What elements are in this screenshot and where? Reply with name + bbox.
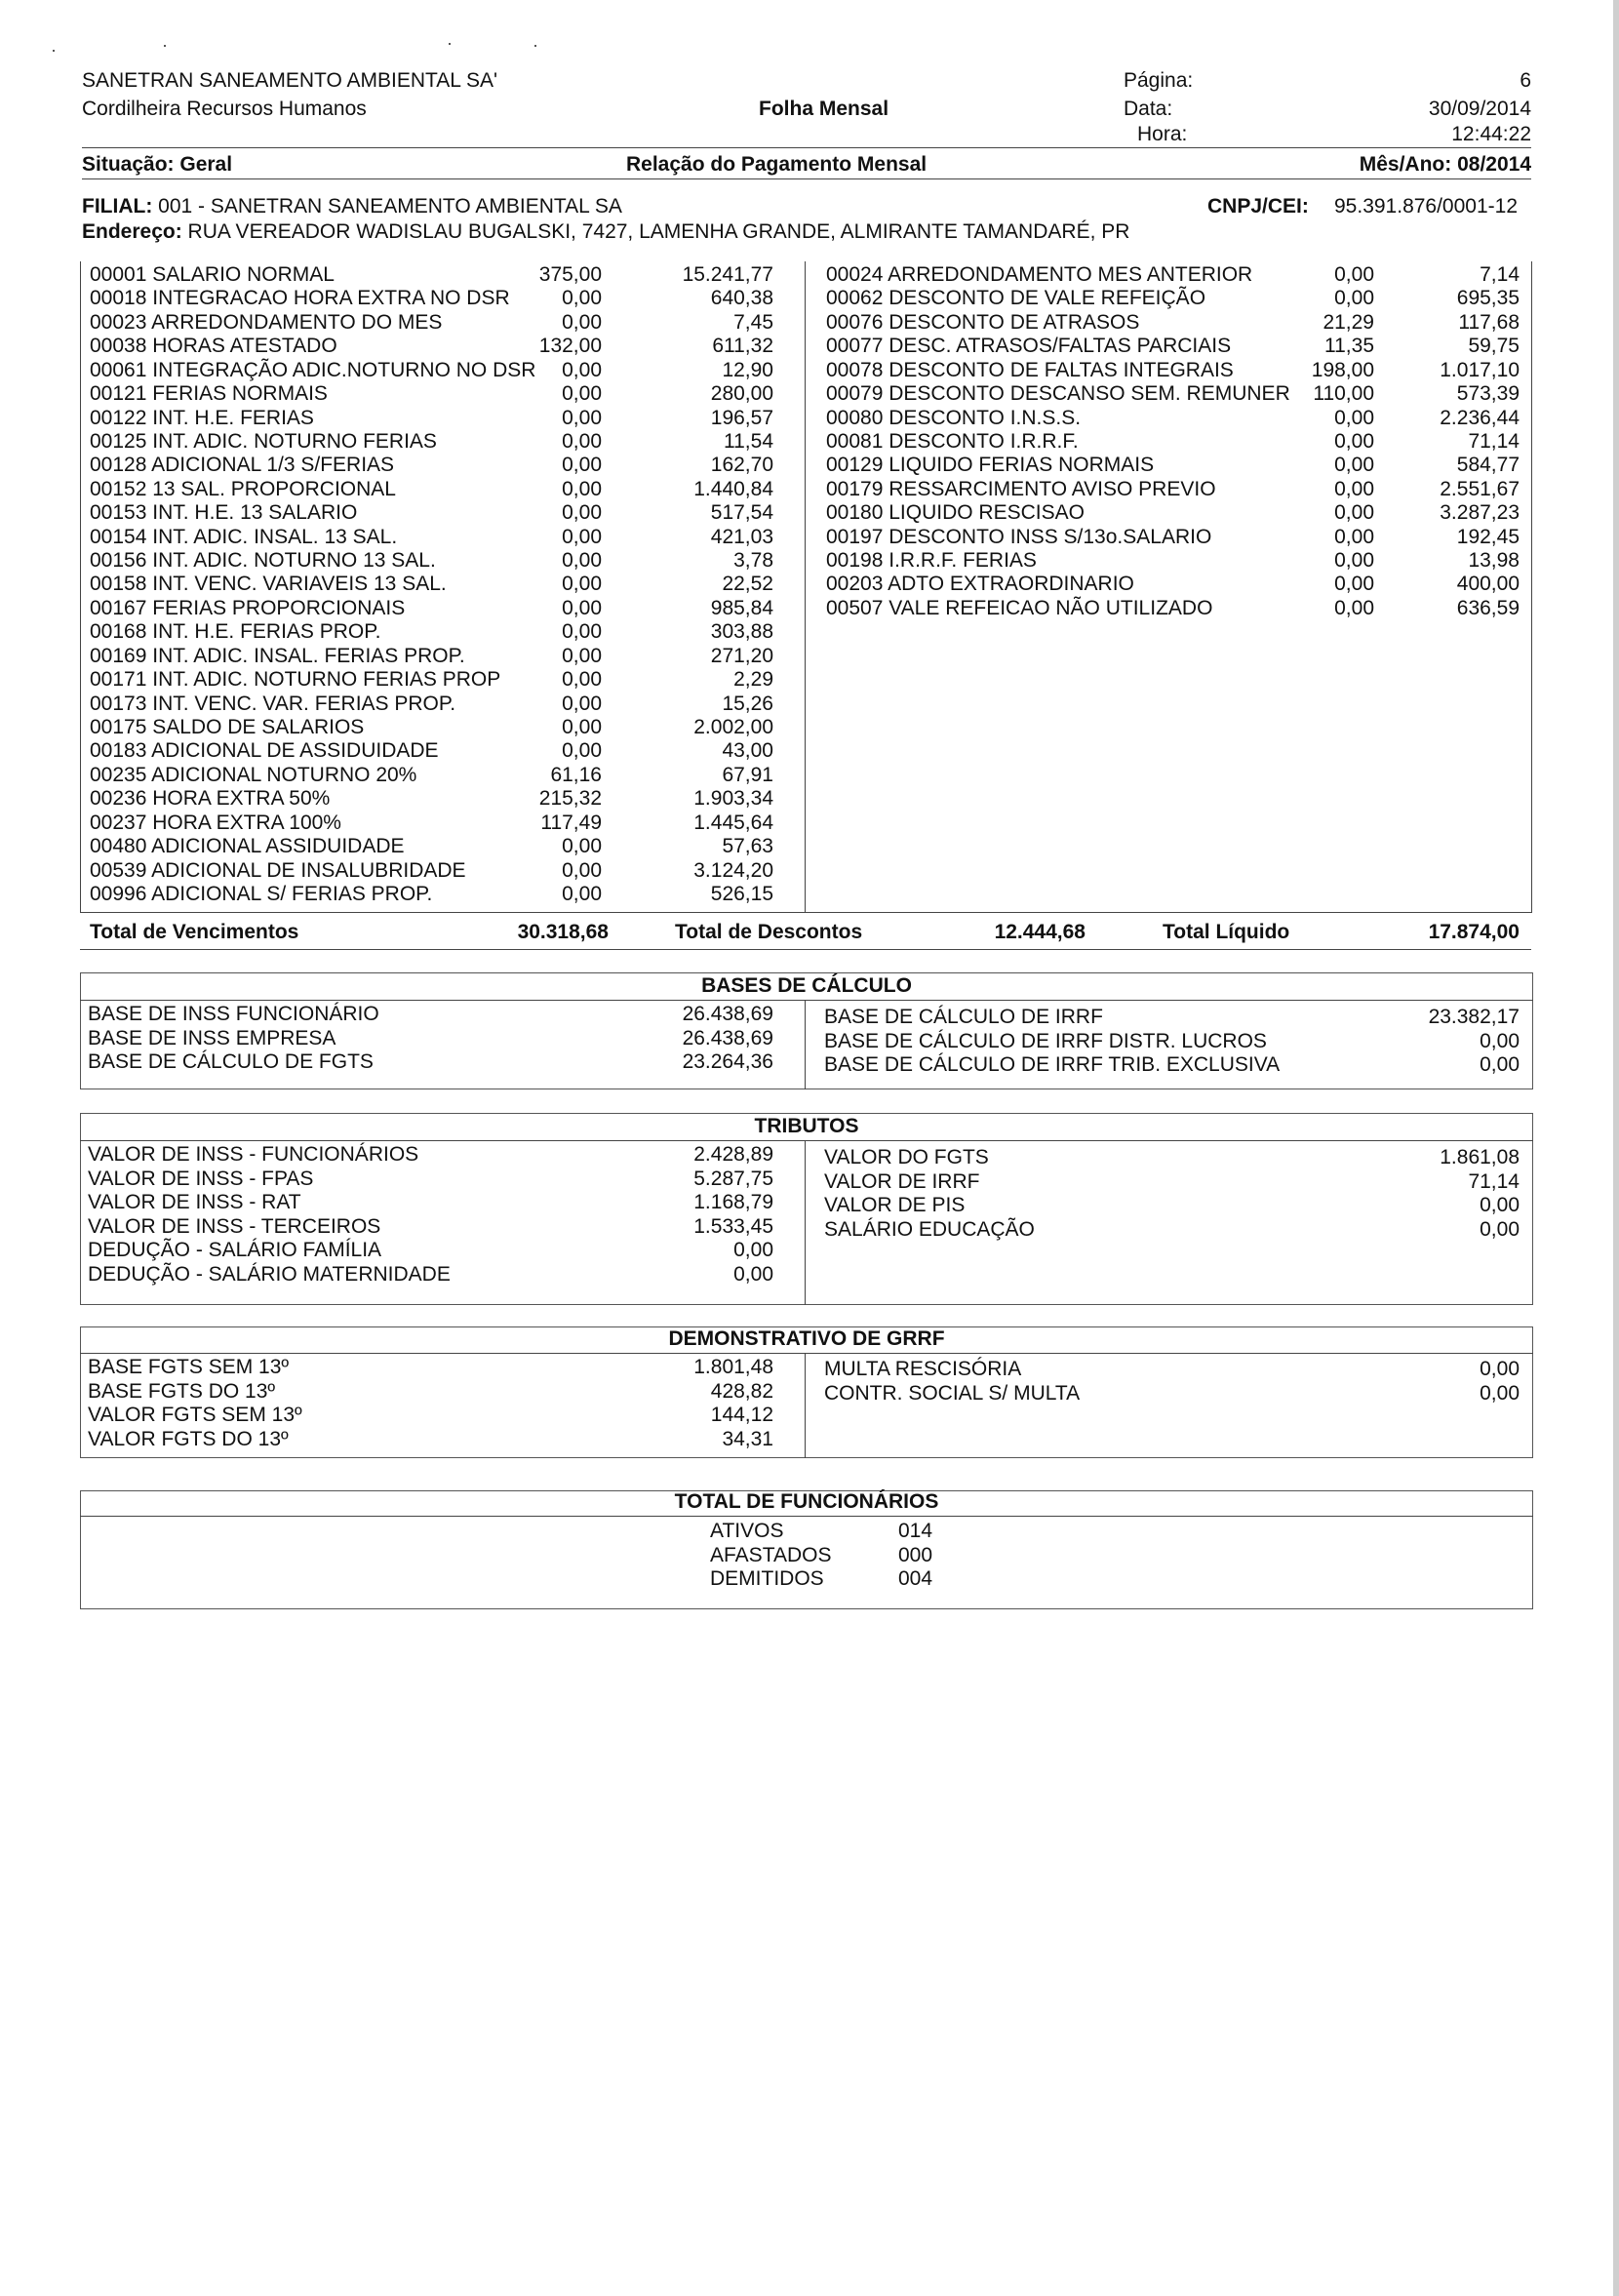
row-description: 00173 INT. VENC. VAR. FERIAS PROP. bbox=[90, 692, 456, 715]
list-item bbox=[824, 1053, 1520, 1078]
bases-divider bbox=[805, 1000, 806, 1089]
table-row bbox=[826, 359, 1520, 383]
row-value: 640,38 bbox=[710, 287, 773, 310]
row-value: 192,45 bbox=[1456, 525, 1520, 548]
item-label: VALOR FGTS DO 13º bbox=[88, 1427, 289, 1450]
total-descontos-value: 12.444,68 bbox=[994, 921, 1086, 943]
list-item bbox=[824, 1170, 1520, 1195]
table-row bbox=[90, 549, 773, 574]
row-description: 00152 13 SAL. PROPORCIONAL bbox=[90, 477, 396, 500]
table-row bbox=[826, 287, 1520, 311]
item-value: 71,14 bbox=[1468, 1169, 1520, 1193]
row-reference: 0,00 bbox=[1334, 596, 1374, 619]
table-row bbox=[90, 764, 773, 788]
table-row bbox=[90, 382, 773, 407]
item-label: BASE FGTS SEM 13º bbox=[88, 1356, 290, 1378]
table-row bbox=[826, 407, 1520, 431]
item-value: 0,00 bbox=[1480, 1053, 1520, 1076]
item-label: SALÁRIO EDUCAÇÃO bbox=[824, 1217, 1035, 1241]
row-reference: 0,00 bbox=[562, 715, 602, 738]
row-description: 00480 ADICIONAL ASSIDUIDADE bbox=[90, 835, 405, 858]
row-description: 00175 SALDO DE SALARIOS bbox=[90, 715, 365, 738]
item-label: VALOR DE INSS - RAT bbox=[88, 1191, 301, 1213]
row-value: 1.440,84 bbox=[693, 477, 773, 500]
row-reference: 132,00 bbox=[538, 335, 602, 358]
totals-bottom-line bbox=[80, 949, 1531, 950]
report-subtitle: Relação do Pagamento Mensal bbox=[626, 153, 928, 176]
row-description: 00168 INT. H.E. FERIAS PROP. bbox=[90, 620, 381, 644]
row-reference: 11,35 bbox=[1324, 335, 1374, 358]
row-description: 00081 DESCONTO I.R.R.F. bbox=[826, 429, 1079, 453]
item-value: 1.861,08 bbox=[1440, 1146, 1520, 1168]
header-divider-top bbox=[82, 147, 1531, 148]
row-reference: 0,00 bbox=[562, 525, 602, 548]
row-description: 00121 FERIAS NORMAIS bbox=[90, 382, 328, 406]
item-value: 26.438,69 bbox=[682, 1026, 773, 1049]
table-row bbox=[826, 501, 1520, 526]
item-value: 1.801,48 bbox=[693, 1356, 773, 1378]
row-description: 00171 INT. ADIC. NOTURNO FERIAS PROP bbox=[90, 668, 501, 692]
item-value: 5.287,75 bbox=[693, 1167, 773, 1190]
row-reference: 0,00 bbox=[562, 454, 602, 477]
row-value: 303,88 bbox=[710, 620, 773, 644]
row-description: 00237 HORA EXTRA 100% bbox=[90, 811, 341, 834]
item-value: 1.533,45 bbox=[693, 1214, 773, 1238]
department-name: Cordilheira Recursos Humanos bbox=[82, 98, 367, 120]
date-label: Data: bbox=[1124, 98, 1173, 120]
total-vencimentos-value: 30.318,68 bbox=[517, 921, 609, 943]
row-reference: 375,00 bbox=[538, 263, 602, 286]
row-value: 3.124,20 bbox=[693, 858, 773, 882]
row-reference: 0,00 bbox=[562, 573, 602, 596]
mes-ano: Mês/Ano: 08/2014 bbox=[1359, 153, 1531, 176]
row-reference: 0,00 bbox=[562, 429, 602, 453]
list-item bbox=[88, 1027, 773, 1051]
item-label: BASE DE CÁLCULO DE FGTS bbox=[88, 1050, 374, 1073]
row-value: 280,00 bbox=[710, 382, 773, 406]
item-value: 2.428,89 bbox=[693, 1143, 773, 1166]
list-item bbox=[88, 1380, 773, 1405]
row-value: 2.551,67 bbox=[1440, 477, 1520, 500]
row-value: 1.903,34 bbox=[693, 787, 773, 811]
cnpj-label: CNPJ/CEI: bbox=[1207, 195, 1309, 218]
item-value: 23.264,36 bbox=[682, 1050, 773, 1073]
item-value: 428,82 bbox=[710, 1379, 773, 1403]
row-description: 00198 I.R.R.F. FERIAS bbox=[826, 549, 1037, 573]
total-descontos-label: Total de Descontos bbox=[675, 921, 863, 943]
row-description: 00078 DESCONTO DE FALTAS INTEGRAIS bbox=[826, 358, 1234, 381]
row-description: 00129 LIQUIDO FERIAS NORMAIS bbox=[826, 454, 1155, 477]
item-value: 0,00 bbox=[1480, 1381, 1520, 1405]
row-value: 636,59 bbox=[1456, 596, 1520, 619]
row-reference: 215,32 bbox=[538, 787, 602, 811]
item-value: 0,00 bbox=[1480, 1358, 1520, 1380]
cnpj-value: 95.391.876/0001-12 bbox=[1334, 195, 1519, 218]
item-value: 34,31 bbox=[722, 1427, 773, 1450]
table-row bbox=[90, 739, 773, 764]
row-description: 00158 INT. VENC. VARIAVEIS 13 SAL. bbox=[90, 573, 447, 596]
table-row bbox=[826, 526, 1520, 550]
row-description: 00996 ADICIONAL S/ FERIAS PROP. bbox=[90, 882, 433, 905]
item-label: BASE DE CÁLCULO DE IRRF DISTR. LUCROS bbox=[824, 1029, 1267, 1052]
scan-speck bbox=[53, 50, 55, 52]
row-description: 00236 HORA EXTRA 50% bbox=[90, 787, 331, 811]
row-description: 00169 INT. ADIC. INSAL. FERIAS PROP. bbox=[90, 644, 465, 667]
funcionarios-title: TOTAL DE FUNCIONÁRIOS bbox=[674, 1490, 939, 1513]
item-label: BASE DE INSS FUNCIONÁRIO bbox=[88, 1003, 379, 1025]
table-row bbox=[90, 620, 773, 645]
row-description: 00079 DESCONTO DESCANSO SEM. REMUNER bbox=[826, 382, 1290, 406]
time-value: 12:44:22 bbox=[1451, 123, 1531, 145]
row-reference: 117,49 bbox=[540, 811, 602, 834]
row-reference: 0,00 bbox=[1334, 406, 1374, 429]
date-value: 30/09/2014 bbox=[1428, 98, 1531, 120]
total-vencimentos-label: Total de Vencimentos bbox=[90, 921, 299, 943]
item-label: MULTA RESCISÓRIA bbox=[824, 1358, 1022, 1380]
table-left-border bbox=[80, 261, 81, 913]
item-value: 0,00 bbox=[1480, 1217, 1520, 1241]
row-value: 117,68 bbox=[1458, 310, 1520, 334]
row-value: 2,29 bbox=[733, 668, 773, 692]
row-reference: 0,00 bbox=[562, 835, 602, 858]
table-row bbox=[826, 454, 1520, 478]
row-value: 2.236,44 bbox=[1440, 406, 1520, 429]
row-value: 271,20 bbox=[710, 644, 773, 667]
item-label: VALOR FGTS SEM 13º bbox=[88, 1404, 302, 1426]
endereco-label: Endereço: bbox=[82, 220, 182, 243]
row-reference: 0,00 bbox=[562, 668, 602, 692]
item-label: BASE DE CÁLCULO DE IRRF bbox=[824, 1006, 1103, 1028]
item-label: DEDUÇÃO - SALÁRIO MATERNIDADE bbox=[88, 1262, 451, 1286]
tributos-title-line bbox=[80, 1140, 1533, 1141]
item-value: 014 bbox=[898, 1520, 933, 1542]
row-value: 196,57 bbox=[710, 406, 773, 429]
page-label: Página: bbox=[1124, 69, 1194, 92]
item-value: 26.438,69 bbox=[682, 1003, 773, 1025]
list-item bbox=[824, 1146, 1520, 1170]
table-row bbox=[90, 812, 773, 836]
total-liquido-label: Total Líquido bbox=[1163, 921, 1290, 943]
grrf-title-line bbox=[80, 1353, 1533, 1354]
row-reference: 0,00 bbox=[562, 858, 602, 882]
tributos-title: TRIBUTOS bbox=[754, 1115, 859, 1137]
row-value: 43,00 bbox=[722, 739, 773, 763]
filial-value: 001 - SANETRAN SANEAMENTO AMBIENTAL SA bbox=[158, 195, 622, 218]
table-row bbox=[90, 859, 773, 884]
row-reference: 0,00 bbox=[562, 644, 602, 667]
list-item bbox=[710, 1520, 944, 1544]
row-reference: 0,00 bbox=[1334, 501, 1374, 525]
row-description: 00539 ADICIONAL DE INSALUBRIDADE bbox=[90, 858, 466, 882]
row-value: 22,52 bbox=[722, 573, 773, 596]
endereco-value: RUA VEREADOR WADISLAU BUGALSKI, 7427, LAMENHA GRANDE, ALMIRANTE TAMANDARÉ, PR bbox=[187, 220, 1130, 243]
row-value: 1.017,10 bbox=[1440, 358, 1520, 381]
row-reference: 110,00 bbox=[1313, 382, 1374, 406]
row-description: 00197 DESCONTO INSS S/13o.SALARIO bbox=[826, 525, 1212, 548]
row-description: 00018 INTEGRACAO HORA EXTRA NO DSR bbox=[90, 287, 510, 310]
table-row bbox=[90, 693, 773, 717]
table-row bbox=[826, 573, 1520, 597]
row-reference: 0,00 bbox=[562, 310, 602, 334]
table-row bbox=[90, 573, 773, 597]
table-row bbox=[90, 883, 773, 907]
row-value: 3.287,23 bbox=[1440, 501, 1520, 525]
row-description: 00180 LIQUIDO RESCISAO bbox=[826, 501, 1085, 525]
row-reference: 0,00 bbox=[562, 501, 602, 525]
row-value: 400,00 bbox=[1456, 573, 1520, 596]
list-item bbox=[824, 1006, 1520, 1030]
company-name: SANETRAN SANEAMENTO AMBIENTAL SA' bbox=[82, 69, 498, 92]
row-reference: 0,00 bbox=[562, 358, 602, 381]
tributos-divider bbox=[805, 1140, 806, 1305]
list-item bbox=[88, 1215, 773, 1240]
table-row bbox=[90, 787, 773, 812]
table-row bbox=[826, 478, 1520, 502]
row-description: 00183 ADICIONAL DE ASSIDUIDADE bbox=[90, 739, 439, 763]
row-reference: 0,00 bbox=[562, 882, 602, 905]
row-value: 71,14 bbox=[1468, 429, 1520, 453]
table-row bbox=[90, 454, 773, 478]
item-label: BASE DE CÁLCULO DE IRRF TRIB. EXCLUSIVA bbox=[824, 1053, 1281, 1076]
filial-line bbox=[82, 195, 622, 218]
table-row bbox=[826, 311, 1520, 336]
list-item bbox=[824, 1194, 1520, 1218]
row-reference: 0,00 bbox=[1334, 263, 1374, 286]
row-value: 526,15 bbox=[710, 882, 773, 905]
table-row bbox=[90, 335, 773, 359]
row-description: 00128 ADICIONAL 1/3 S/FERIAS bbox=[90, 454, 395, 477]
row-value: 67,91 bbox=[722, 763, 773, 786]
row-value: 12,90 bbox=[722, 358, 773, 381]
row-value: 611,32 bbox=[712, 335, 773, 358]
row-reference: 0,00 bbox=[1334, 573, 1374, 596]
row-description: 00179 RESSARCIMENTO AVISO PREVIO bbox=[826, 477, 1216, 500]
table-row bbox=[90, 407, 773, 431]
scan-speck bbox=[449, 43, 451, 45]
row-description: 00154 INT. ADIC. INSAL. 13 SAL. bbox=[90, 525, 398, 548]
row-value: 13,98 bbox=[1468, 549, 1520, 573]
table-row bbox=[826, 382, 1520, 407]
row-description: 00235 ADICIONAL NOTURNO 20% bbox=[90, 763, 417, 786]
list-item bbox=[88, 1356, 773, 1380]
table-row bbox=[90, 645, 773, 669]
item-value: 144,12 bbox=[710, 1404, 773, 1426]
table-row bbox=[90, 716, 773, 740]
table-row bbox=[90, 526, 773, 550]
item-label: AFASTADOS bbox=[710, 1543, 832, 1566]
item-value: 0,00 bbox=[1480, 1194, 1520, 1216]
row-description: 00153 INT. H.E. 13 SALARIO bbox=[90, 501, 358, 525]
item-value: 23.382,17 bbox=[1428, 1006, 1520, 1028]
item-label: VALOR DE INSS - FUNCIONÁRIOS bbox=[88, 1143, 419, 1166]
row-value: 985,84 bbox=[710, 596, 773, 619]
row-reference: 0,00 bbox=[562, 739, 602, 763]
bases-title: BASES DE CÁLCULO bbox=[701, 974, 912, 997]
item-label: VALOR DE INSS - TERCEIROS bbox=[88, 1214, 381, 1238]
row-reference: 0,00 bbox=[1334, 429, 1374, 453]
table-row bbox=[826, 597, 1520, 621]
table-row bbox=[90, 501, 773, 526]
row-reference: 0,00 bbox=[1334, 525, 1374, 548]
row-value: 59,75 bbox=[1468, 335, 1520, 358]
table-row bbox=[90, 311, 773, 336]
situacao: Situação: Geral bbox=[82, 153, 233, 176]
endereco-line bbox=[82, 220, 1129, 244]
list-item bbox=[824, 1358, 1520, 1382]
row-reference: 0,00 bbox=[562, 287, 602, 310]
row-description: 00062 DESCONTO DE VALE REFEIÇÃO bbox=[826, 287, 1206, 310]
row-description: 00122 INT. H.E. FERIAS bbox=[90, 406, 314, 429]
row-value: 421,03 bbox=[710, 525, 773, 548]
row-description: 00038 HORAS ATESTADO bbox=[90, 335, 337, 358]
header-divider-bottom bbox=[82, 178, 1531, 179]
table-row bbox=[90, 668, 773, 693]
table-row bbox=[826, 263, 1520, 288]
list-item bbox=[88, 1050, 773, 1075]
list-item bbox=[88, 1404, 773, 1428]
row-reference: 0,00 bbox=[562, 382, 602, 406]
row-value: 7,14 bbox=[1480, 263, 1520, 286]
row-value: 162,70 bbox=[710, 454, 773, 477]
row-value: 15,26 bbox=[722, 692, 773, 715]
row-reference: 21,29 bbox=[1323, 310, 1374, 334]
item-value: 004 bbox=[898, 1567, 933, 1590]
list-item bbox=[824, 1218, 1520, 1243]
table-right-border bbox=[1531, 261, 1532, 913]
table-row bbox=[90, 597, 773, 621]
row-description: 00125 INT. ADIC. NOTURNO FERIAS bbox=[90, 429, 437, 453]
table-row bbox=[90, 359, 773, 383]
row-description: 00024 ARREDONDAMENTO MES ANTERIOR bbox=[826, 263, 1253, 286]
item-label: CONTR. SOCIAL S/ MULTA bbox=[824, 1381, 1081, 1405]
list-item bbox=[710, 1544, 944, 1568]
row-value: 2.002,00 bbox=[693, 715, 773, 738]
item-label: DEMITIDOS bbox=[710, 1567, 824, 1590]
list-item bbox=[88, 1263, 773, 1287]
bases-title-line bbox=[80, 1000, 1533, 1001]
funcionarios-title-line bbox=[80, 1516, 1533, 1517]
row-reference: 0,00 bbox=[1334, 549, 1374, 573]
table-middle-border bbox=[805, 261, 806, 913]
item-label: VALOR DE INSS - FPAS bbox=[88, 1167, 314, 1190]
row-value: 517,54 bbox=[710, 501, 773, 525]
table-row bbox=[90, 263, 773, 288]
table-row bbox=[826, 549, 1520, 574]
row-reference: 0,00 bbox=[1334, 454, 1374, 477]
filial-label: FILIAL: bbox=[82, 195, 153, 218]
table-row bbox=[826, 430, 1520, 455]
row-reference: 0,00 bbox=[562, 406, 602, 429]
row-description: 00077 DESC. ATRASOS/FALTAS PARCIAIS bbox=[826, 335, 1232, 358]
row-description: 00080 DESCONTO I.N.S.S. bbox=[826, 406, 1082, 429]
list-item bbox=[710, 1567, 944, 1592]
item-value: 0,00 bbox=[1480, 1029, 1520, 1052]
item-value: 0,00 bbox=[733, 1239, 773, 1261]
row-description: 00001 SALARIO NORMAL bbox=[90, 263, 335, 286]
row-value: 11,54 bbox=[724, 429, 773, 453]
item-label: DEDUÇÃO - SALÁRIO FAMÍLIA bbox=[88, 1239, 382, 1261]
row-reference: 0,00 bbox=[562, 620, 602, 644]
scan-speck bbox=[164, 45, 166, 47]
report-title: Folha Mensal bbox=[759, 98, 889, 120]
table-row bbox=[90, 835, 773, 859]
scan-edge bbox=[1613, 0, 1619, 2296]
row-reference: 61,16 bbox=[550, 763, 602, 786]
row-reference: 198,00 bbox=[1311, 358, 1374, 381]
scan-speck bbox=[534, 45, 536, 47]
item-value: 000 bbox=[898, 1543, 933, 1566]
row-value: 573,39 bbox=[1456, 382, 1520, 406]
row-description: 00167 FERIAS PROPORCIONAIS bbox=[90, 596, 406, 619]
item-label: VALOR DE PIS bbox=[824, 1194, 966, 1216]
grrf-title: DEMONSTRATIVO DE GRRF bbox=[668, 1327, 945, 1350]
row-description: 00507 VALE REFEICAO NÃO UTILIZADO bbox=[826, 596, 1213, 619]
item-value: 1.168,79 bbox=[693, 1191, 773, 1213]
row-description: 00076 DESCONTO DE ATRASOS bbox=[826, 310, 1140, 334]
item-label: BASE FGTS DO 13º bbox=[88, 1379, 276, 1403]
table-row bbox=[90, 478, 773, 502]
row-description: 00156 INT. ADIC. NOTURNO 13 SAL. bbox=[90, 549, 436, 573]
row-reference: 0,00 bbox=[1334, 477, 1374, 500]
row-value: 695,35 bbox=[1456, 287, 1520, 310]
table-row bbox=[826, 335, 1520, 359]
list-item bbox=[88, 1143, 773, 1168]
row-value: 7,45 bbox=[733, 310, 773, 334]
item-label: VALOR DO FGTS bbox=[824, 1146, 989, 1168]
list-item bbox=[88, 1239, 773, 1263]
row-description: 00023 ARREDONDAMENTO DO MES bbox=[90, 310, 443, 334]
row-value: 584,77 bbox=[1456, 454, 1520, 477]
list-item bbox=[88, 1168, 773, 1192]
row-reference: 0,00 bbox=[562, 549, 602, 573]
list-item bbox=[824, 1030, 1520, 1054]
time-label: Hora: bbox=[1137, 123, 1188, 145]
grrf-divider bbox=[805, 1353, 806, 1458]
row-description: 00203 ADTO EXTRAORDINARIO bbox=[826, 573, 1134, 596]
row-value: 15.241,77 bbox=[682, 263, 773, 286]
total-liquido-value: 17.874,00 bbox=[1428, 921, 1520, 943]
row-value: 1.445,64 bbox=[693, 811, 773, 834]
row-reference: 0,00 bbox=[562, 596, 602, 619]
row-value: 57,63 bbox=[722, 835, 773, 858]
list-item bbox=[88, 1191, 773, 1215]
totals-divider bbox=[80, 912, 1531, 913]
row-description: 00061 INTEGRAÇÃO ADIC.NOTURNO NO DSR bbox=[90, 358, 536, 381]
item-label: BASE DE INSS EMPRESA bbox=[88, 1026, 336, 1049]
item-label: ATIVOS bbox=[710, 1520, 784, 1542]
list-item bbox=[824, 1382, 1520, 1406]
item-value: 0,00 bbox=[733, 1262, 773, 1286]
row-value: 3,78 bbox=[733, 549, 773, 573]
row-reference: 0,00 bbox=[562, 692, 602, 715]
row-reference: 0,00 bbox=[1334, 287, 1374, 310]
table-row bbox=[90, 287, 773, 311]
item-label: VALOR DE IRRF bbox=[824, 1169, 980, 1193]
list-item bbox=[88, 1428, 773, 1452]
table-row bbox=[90, 430, 773, 455]
list-item bbox=[88, 1003, 773, 1027]
page-number: 6 bbox=[1520, 69, 1531, 92]
row-reference: 0,00 bbox=[562, 477, 602, 500]
